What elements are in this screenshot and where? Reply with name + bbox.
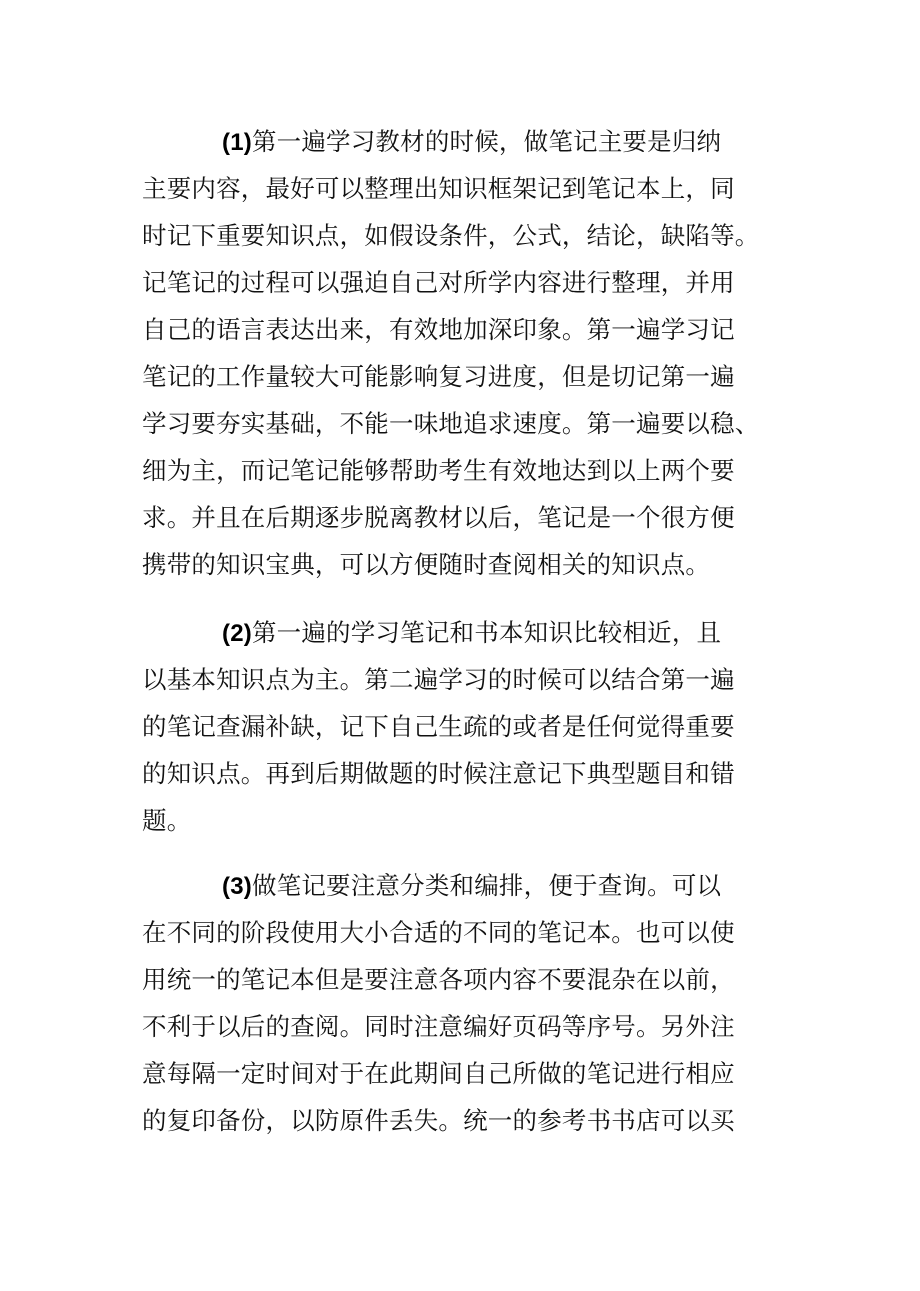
paragraph-line: 求。并且在后期逐步脱离教材以后，笔记是一个很方便 [142, 503, 735, 532]
paragraph-text: 第一遍学习教材的时候，做笔记主要是归纳 [251, 127, 722, 156]
paragraph-line: 学习要夯实基础，不能一味地追求速度。第一遍要以稳、 [142, 409, 760, 438]
paragraph-line: 主要内容，最好可以整理出知识框架记到笔记本上，同 [142, 174, 735, 203]
paragraph-number: (1) [222, 129, 252, 156]
paragraph-text: 第一遍的学习笔记和书本知识比较相近，且 [251, 618, 722, 647]
paragraph-line: 笔记的工作量较大可能影响复习进度，但是切记第一遍 [142, 362, 735, 391]
paragraph-line: 细为主，而记笔记能够帮助考生有效地达到以上两个要 [142, 456, 735, 485]
paragraph-line: 的知识点。再到后期做题的时候注意记下典型题目和错 [142, 759, 735, 788]
paragraph-line [142, 862, 782, 909]
paragraph-line: 时记下重要知识点，如假设条件，公式，结论，缺陷等。 [142, 221, 760, 250]
paragraph-line: 意每隔一定时间对于在此期间自己所做的笔记进行相应 [142, 1059, 735, 1088]
paragraph-number: (2) [222, 620, 252, 647]
paragraph-line: 的复印备份，以防原件丢失。统一的参考书书店可以买 [142, 1106, 735, 1135]
paragraph-3 [142, 862, 782, 1144]
paragraph-line: 自己的语言表达出来，有效地加深印象。第一遍学习记 [142, 315, 735, 344]
paragraph-line: 在不同的阶段使用大小合适的不同的笔记本。也可以使 [142, 918, 735, 947]
paragraph-line: 的笔记查漏补缺，记下自己生疏的或者是任何觉得重要 [142, 712, 735, 741]
paragraph-1 [142, 118, 782, 588]
paragraph-line: 以基本知识点为主。第二遍学习的时候可以结合第一遍 [142, 665, 735, 694]
paragraph-line: 记笔记的过程可以强迫自己对所学内容进行整理，并用 [142, 268, 735, 297]
paragraph-line: 题。 [142, 806, 192, 835]
paragraph-line: 不利于以后的查阅。同时注意编好页码等序号。另外注 [142, 1012, 735, 1041]
paragraph-line [142, 118, 782, 165]
paragraph-2 [142, 609, 782, 844]
paragraph-line: 用统一的笔记本但是要注意各项内容不要混杂在以前， [142, 965, 735, 994]
paragraph-line [142, 609, 782, 656]
paragraph-text: 做笔记要注意分类和编排，便于查询。可以 [251, 871, 722, 900]
paragraph-number: (3) [222, 873, 252, 900]
paragraph-line: 携带的知识宝典，可以方便随时查阅相关的知识点。 [142, 550, 711, 579]
